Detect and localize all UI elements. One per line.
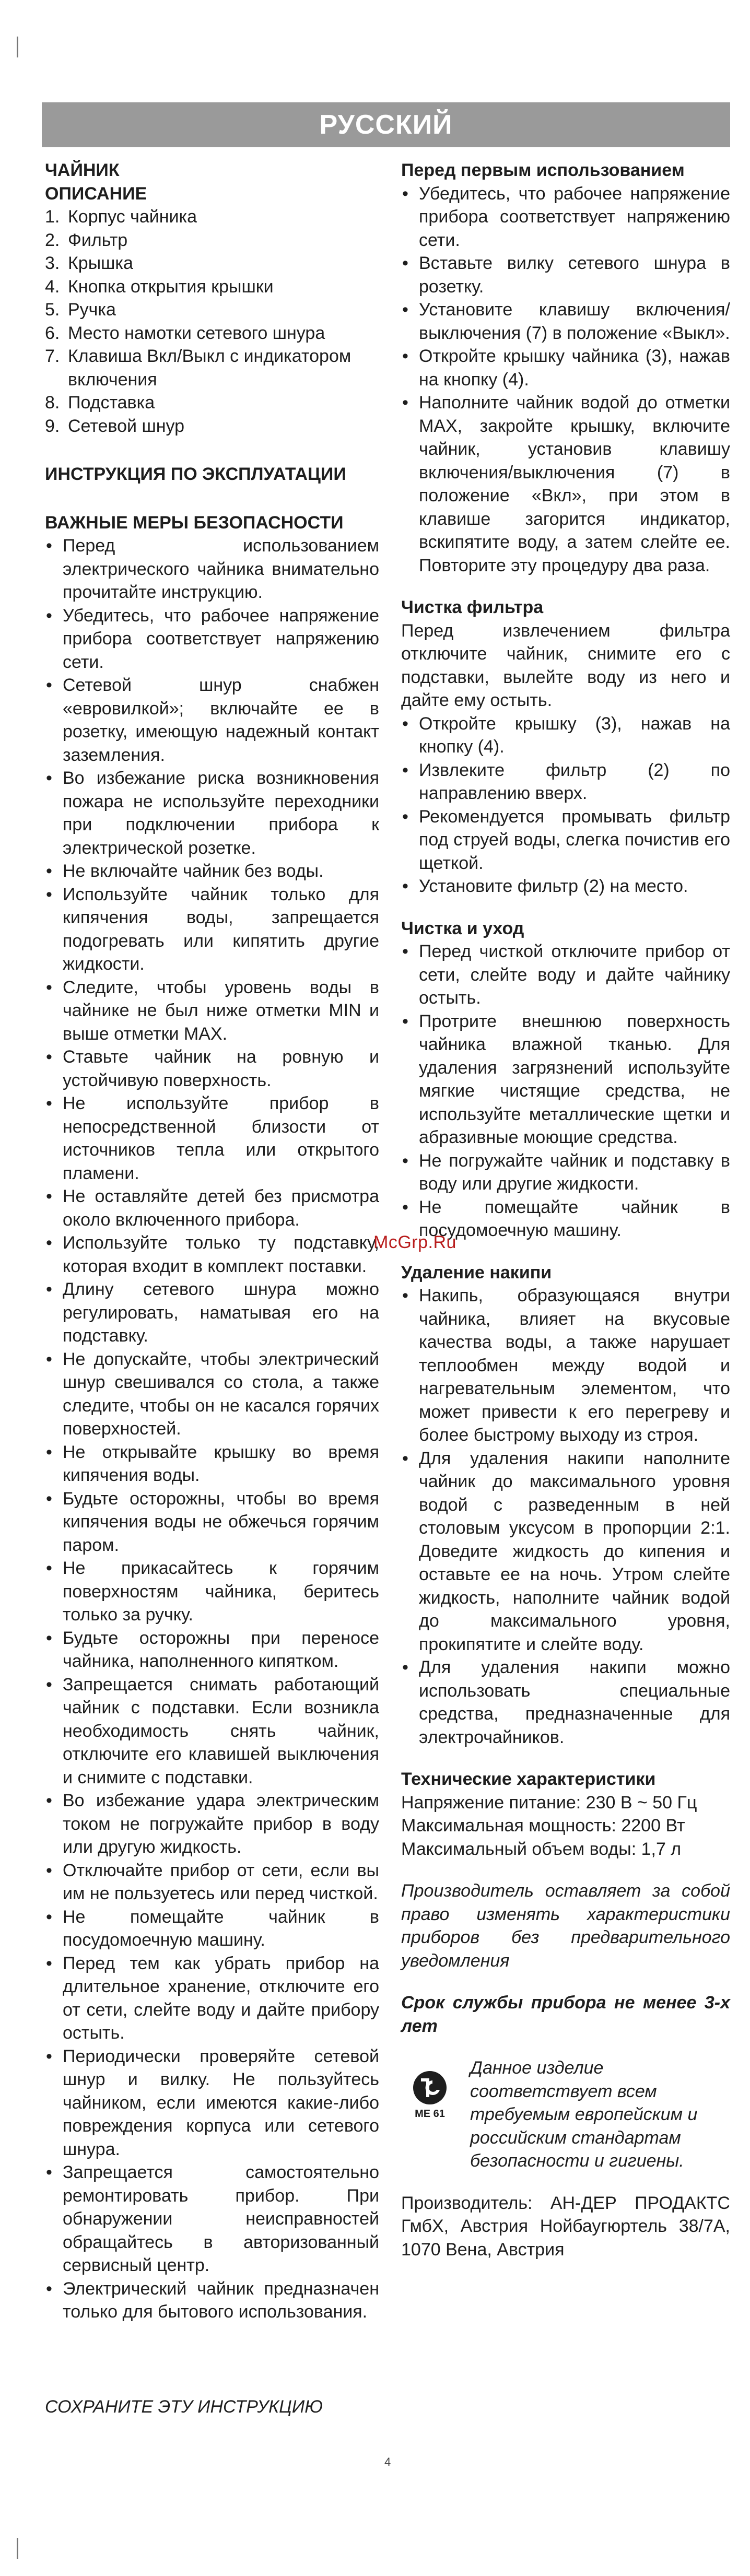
parts-list [45, 205, 379, 438]
safety-list [45, 534, 379, 2324]
certification-block [401, 2056, 730, 2173]
list-item: • Не оставляйте детей без присмотра около включенного прибора. [45, 1185, 379, 1231]
list-item: • Убедитесь, что рабочее напряжение прибора соответствует напряжению сети. [45, 604, 379, 674]
list-item: • Запрещается снимать работающий чайник с подставки. Если возникла необходимость снять чайник, отключите его клавишей выключения и снимите с подставки. [45, 1673, 379, 1790]
product-title: ЧАЙНИК [45, 160, 120, 180]
list-item: • Не помещайте чайник в посудомоечную машину. [45, 1905, 379, 1952]
list-item: • Откройте крышку чайника (3), нажав на кнопку (4). [401, 345, 730, 391]
list-item: • Перед использованием электрического чайника внимательно прочитайте инструкцию. [45, 534, 379, 604]
list-item: 3. Крышка [45, 253, 133, 273]
list-item: 6. Место намотки сетевого шнура [45, 323, 325, 343]
filter-heading: Чистка фильтра [401, 597, 544, 617]
svg-text:ME 61: ME 61 [415, 2108, 445, 2120]
list-item: • Перед тем как убрать прибор на длительное хранение, отключите его от сети, слейте воду и дайте прибору остыть. [45, 1952, 379, 2045]
service-life: Срок службы прибора не менее 3-х лет [401, 1993, 730, 2036]
certification-text: Данное изделие соответствует всем требуемым европейским и российским стандартам безопасности и гигиены. [470, 2058, 698, 2171]
list-item: • Перед чисткой отключите прибор от сети, слейте воду и дайте чайнику остыть. [401, 940, 730, 1010]
list-item: • Извлеките фильтр (2) по направлению вверх. [401, 759, 730, 805]
list-item: 2. Фильтр [45, 230, 128, 250]
filter-intro: Перед извлечением фильтра отключите чайник, снимите его с подставки, вылейте воду из него и дайте ему остыть. [401, 620, 730, 710]
page-number: 4 [384, 2455, 391, 2468]
list-item: • Следите, чтобы уровень воды в чайнике не был ниже отметки MIN и выше отметки MAX. [45, 976, 379, 1046]
spec-voltage: Напряжение питание: 230 В ~ 50 Гц [401, 1792, 697, 1813]
list-item: • Не погружайте чайник и подставку в воду или другие жидкости. [401, 1149, 730, 1196]
list-item: • Сетевой шнур снабжен «евровилкой»; включайте ее в розетку, имеющую надежный контакт заземления. [45, 674, 379, 767]
list-item: • Во избежание риска возникновения пожара не используйте переходники при подключении прибора к электрической розетке. [45, 767, 379, 860]
language-header [42, 102, 730, 147]
list-item: • Ставьте чайник на ровную и устойчивую поверхность. [45, 1045, 379, 1092]
list-item: 8. Подставка [45, 393, 155, 413]
list-item: • Наполните чайник водой до отметки MAX, закройте крышку, включите чайник, установив клавишу включения/выключения (7) в положение «Вкл», при этом в клавише загорится индикатор, вскипятите воду, а затем слейте ее. Повторите эту процедуру два раза. [401, 391, 730, 577]
list-item: • Для удаления накипи наполните чайник до максимального уровня водой с разведенным в ней столовым уксусом в пропорции 2:1. Доведите жидкость до кипения и оставьте ее на ночь. Утром слейте жидкость, наполните чайник водой до максимального уровня, прокипятите и слейте воду. [401, 1447, 730, 1656]
list-item: • Не помещайте чайник в посудомоечную машину. [401, 1196, 730, 1242]
list-item: • Во избежание удара электрическим током не погружайте прибор в воду или другую жидкость. [45, 1789, 379, 1859]
cleaning-heading: Чистка и уход [401, 918, 524, 938]
list-item: • Не используйте прибор в непосредственной близости от источников тепла или открытого пламени. [45, 1092, 379, 1185]
manufacturer-info: Производитель: АН-ДЕР ПРОДАКТС ГмбХ, Австрия Нойбаугюртель 38/7А, 1070 Вена, Австрия [401, 2193, 730, 2260]
first-use-list [401, 182, 730, 578]
keep-instruction-note: СОХРАНИТЕ ЭТУ ИНСТРУКЦИЮ [45, 2397, 323, 2417]
safety-heading: ВАЖНЫЕ МЕРЫ БЕЗОПАСНОСТИ [45, 512, 344, 533]
list-item: • Запрещается самостоятельно ремонтировать прибор. При обнаружении неисправностей обращайтесь в авторизованный сервисный центр. [45, 2161, 379, 2277]
filter-steps-list [401, 712, 730, 898]
list-item: • Убедитесь, что рабочее напряжение прибора соответствует напряжению сети. [401, 182, 730, 252]
list-item: 9. Сетевой шнур [45, 416, 185, 436]
list-item: 4. Кнопка открытия крышки [45, 276, 274, 297]
list-item: 7. Клавиша Вкл/Выкл с индикатором включения [45, 346, 351, 390]
crop-mark-top [17, 37, 18, 57]
description-heading: ОПИСАНИЕ [45, 183, 147, 204]
crop-mark-bottom [17, 2538, 18, 2559]
list-item: 5. Ручка [45, 300, 116, 320]
list-item: • Не открывайте крышку во время кипячения воды. [45, 1441, 379, 1487]
rostest-logo-icon [401, 2068, 464, 2126]
list-item: • Рекомендуется промывать фильтр под струей воды, слегка почистив его щеткой. [401, 805, 730, 875]
list-item: • Установите клавишу включения/выключения (7) в положение «Выкл». [401, 298, 730, 345]
list-item: • Откройте крышку (3), нажав на кнопку (4). [401, 712, 730, 759]
list-item: • Не включайте чайник без воды. [45, 860, 379, 883]
list-item: • Накипь, образующаяся внутри чайника, влияет на вкусовые качества воды, а также нарушает теплообмен между водой и нагревательным элементом, что может привести к его перегреву и более быстрому выходу из строя. [401, 1284, 730, 1447]
list-item: 1. Корпус чайника [45, 207, 197, 227]
left-column [45, 159, 379, 2324]
descaling-list [401, 1284, 730, 1749]
first-use-heading: Перед первым использованием [401, 160, 685, 180]
cleaning-list [401, 940, 730, 1242]
spec-volume: Максимальный объем воды: 1,7 л [401, 1839, 682, 1859]
instruction-heading: ИНСТРУКЦИЯ ПО ЭКСПЛУАТАЦИИ [45, 464, 346, 484]
list-item: • Длину сетевого шнура можно регулировать, наматывая его на подставку. [45, 1278, 379, 1348]
list-item: • Используйте только ту подставку, которая входит в комплект поставки. [45, 1231, 379, 1278]
list-item: • Вставьте вилку сетевого шнура в розетку. [401, 252, 730, 298]
language-title: РУССКИЙ [319, 110, 453, 140]
list-item: • Не прикасайтесь к горячим поверхностям чайника, беритесь только за ручку. [45, 1557, 379, 1627]
specs-heading: Технические характеристики [401, 1769, 656, 1789]
right-column [401, 159, 730, 2261]
list-item: • Периодически проверяйте сетевой шнур и вилку. Не пользуйтесь чайником, если имеются какие-либо повреждения корпуса или сетевого шнура. [45, 2045, 379, 2161]
list-item: • Электрический чайник предназначен только для бытового использования. [45, 2277, 379, 2324]
watermark: McGrp.Ru [373, 1232, 456, 1252]
list-item: • Не допускайте, чтобы электрический шнур свешивался со стола, а также следите, чтобы он не касался горячих поверхностей. [45, 1348, 379, 1441]
list-item: • Будьте осторожны при переносе чайника, наполненного кипятком. [45, 1627, 379, 1673]
rights-note: Производитель оставляет за собой право изменять характеристики приборов без предварительного уведомления [401, 1881, 730, 1971]
descaling-heading: Удаление накипи [401, 1262, 552, 1283]
spec-power: Максимальная мощность: 2200 Вт [401, 1816, 685, 1836]
list-item: • Установите фильтр (2) на место. [401, 875, 730, 898]
list-item: • Протрите внешнюю поверхность чайника влажной тканью. Для удаления загрязнений используйте мягкие чистящие средства, не используйте металлические щетки и абразивные моющие средства. [401, 1010, 730, 1149]
list-item: • Отключайте прибор от сети, если вы им не пользуетесь или перед чисткой. [45, 1859, 379, 1905]
list-item: • Будьте осторожны, чтобы во время кипячения воды не обжечься горячим паром. [45, 1487, 379, 1557]
list-item: • Используйте чайник только для кипячения воды, запрещается подогревать или кипятить другие жидкости. [45, 883, 379, 976]
list-item: • Для удаления накипи можно использовать специальные средства, предназначенные для электрочайников. [401, 1656, 730, 1749]
